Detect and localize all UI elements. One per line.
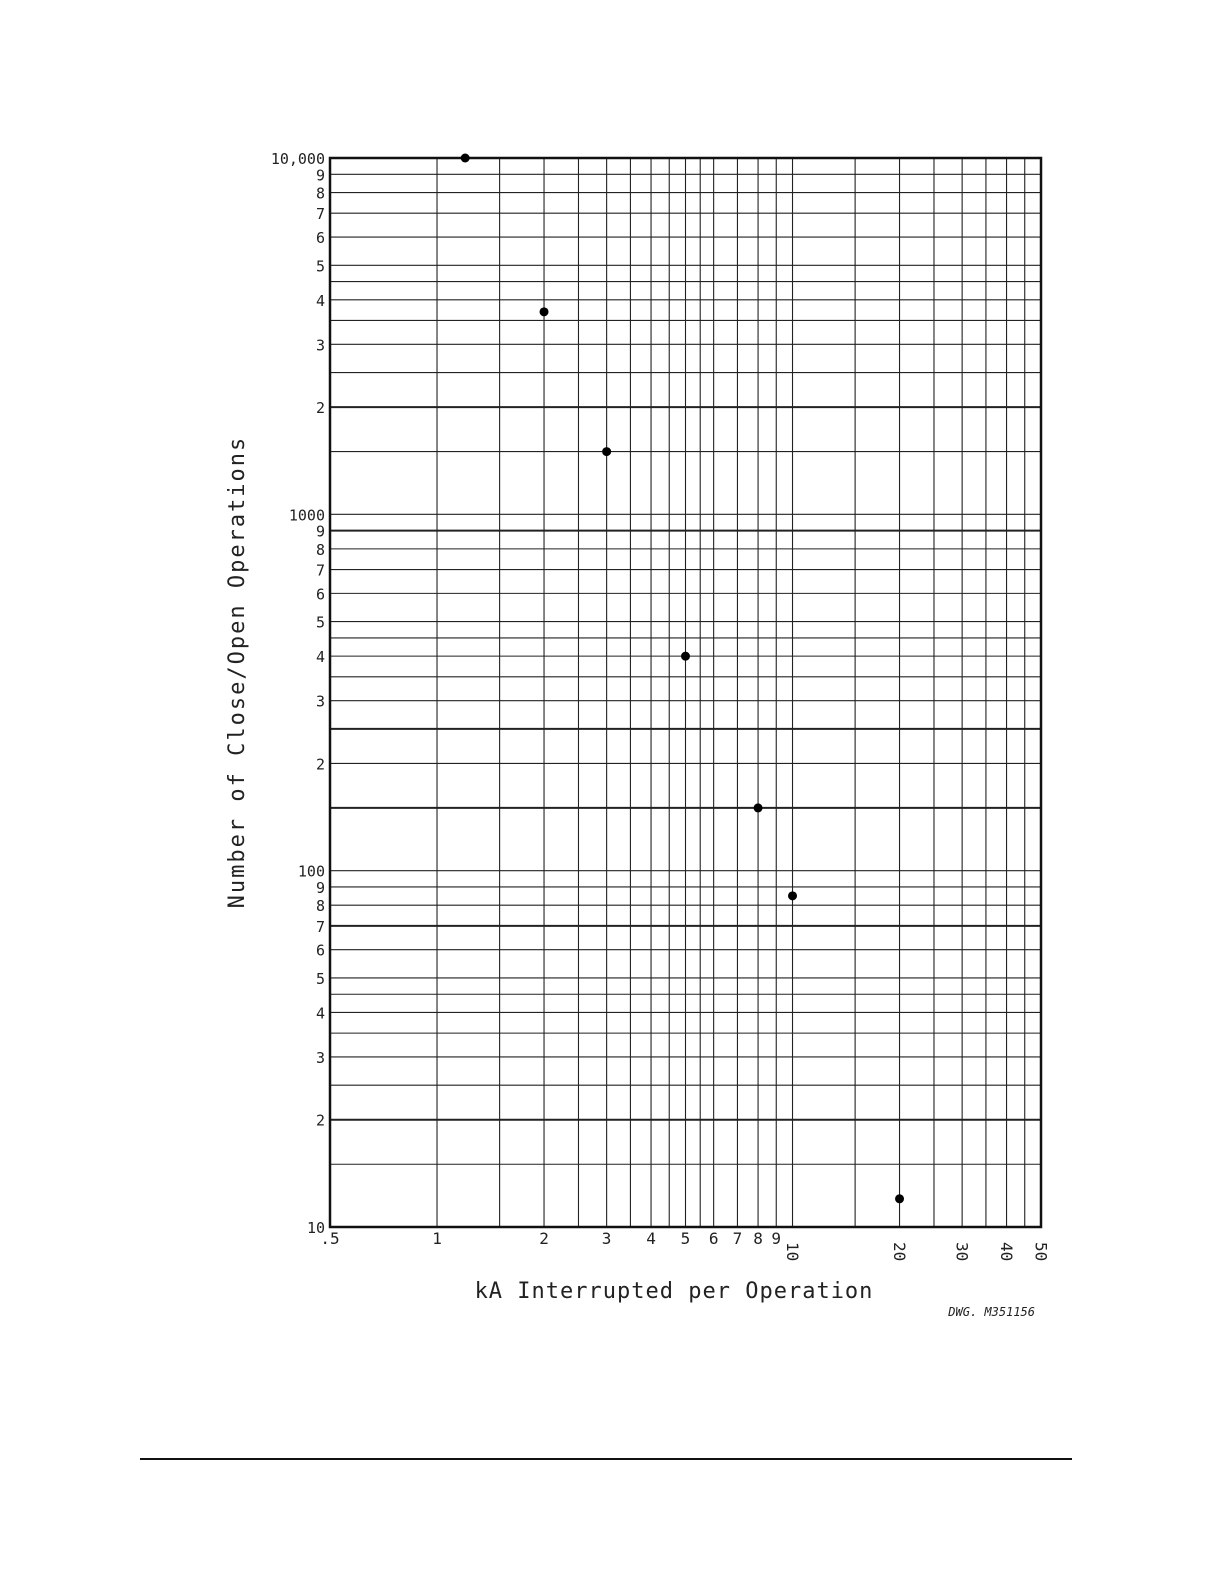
- y-tick-label: 6: [315, 585, 325, 604]
- data-point: [895, 1194, 904, 1203]
- x-tick-label: 40: [996, 1242, 1016, 1262]
- x-tick-labels: [320, 1229, 1050, 1261]
- data-point: [540, 307, 549, 316]
- y-tick-label: 7: [315, 917, 325, 936]
- y-tick-label: 5: [315, 969, 325, 988]
- footer-rule: [140, 1458, 1072, 1460]
- data-point: [681, 652, 690, 661]
- x-tick-label: 9: [771, 1229, 782, 1248]
- y-tick-label: 8: [315, 540, 325, 559]
- y-tick-label: 1000: [288, 506, 325, 525]
- drawing-number-annotation: DWG. M351156: [948, 1305, 1035, 1319]
- data-point: [788, 891, 797, 900]
- y-tick-label: 10: [306, 1219, 325, 1237]
- data-point: [461, 154, 470, 163]
- y-tick-label: 4: [315, 648, 325, 667]
- y-tick-label: 3: [315, 692, 325, 711]
- y-tick-labels: [271, 150, 325, 1237]
- y-tick-label: 5: [315, 613, 325, 632]
- y-tick-label: 9: [315, 522, 325, 541]
- y-tick-label: 2: [315, 399, 325, 418]
- y-tick-label: 4: [315, 291, 325, 310]
- x-tick-label: 1: [432, 1229, 442, 1248]
- y-tick-label: 2: [315, 1111, 325, 1130]
- y-tick-label: 9: [315, 166, 325, 185]
- y-axis-label: Number of Close/Open Operations: [225, 435, 250, 909]
- x-axis-label: kA Interrupted per Operation: [474, 1279, 874, 1304]
- x-tick-label: 5: [680, 1229, 691, 1248]
- y-tick-label: 9: [315, 878, 325, 897]
- x-tick-label: 7: [732, 1229, 743, 1248]
- x-tick-label: 8: [753, 1229, 763, 1248]
- y-tick-label: 100: [297, 862, 325, 881]
- grid: [330, 158, 1041, 1227]
- y-tick-label: 7: [315, 205, 325, 224]
- y-tick-label: 8: [315, 897, 325, 916]
- y-tick-label: 2: [315, 755, 325, 774]
- x-tick-label: 3: [601, 1229, 612, 1248]
- data-point: [602, 447, 611, 456]
- x-tick-label: 10: [782, 1242, 802, 1262]
- x-tick-label: 4: [646, 1229, 656, 1248]
- data-points: [461, 154, 904, 1204]
- y-tick-label: 3: [315, 336, 325, 355]
- data-point: [754, 803, 763, 812]
- x-tick-label: 30: [952, 1242, 972, 1262]
- y-tick-label: 5: [315, 257, 325, 276]
- y-tick-label: 7: [315, 561, 325, 580]
- y-tick-label: 6: [315, 941, 325, 960]
- y-tick-label: 4: [315, 1004, 325, 1023]
- y-tick-label: 8: [315, 184, 325, 203]
- x-tick-label: 6: [708, 1229, 719, 1248]
- y-tick-label: 10,000: [270, 150, 325, 168]
- x-tick-label: 50: [1031, 1242, 1051, 1262]
- y-tick-label: 6: [315, 229, 325, 248]
- x-tick-label: 20: [889, 1242, 909, 1262]
- y-tick-label: 3: [315, 1048, 325, 1067]
- x-tick-label: .5: [320, 1229, 340, 1248]
- x-tick-label: 2: [539, 1229, 549, 1248]
